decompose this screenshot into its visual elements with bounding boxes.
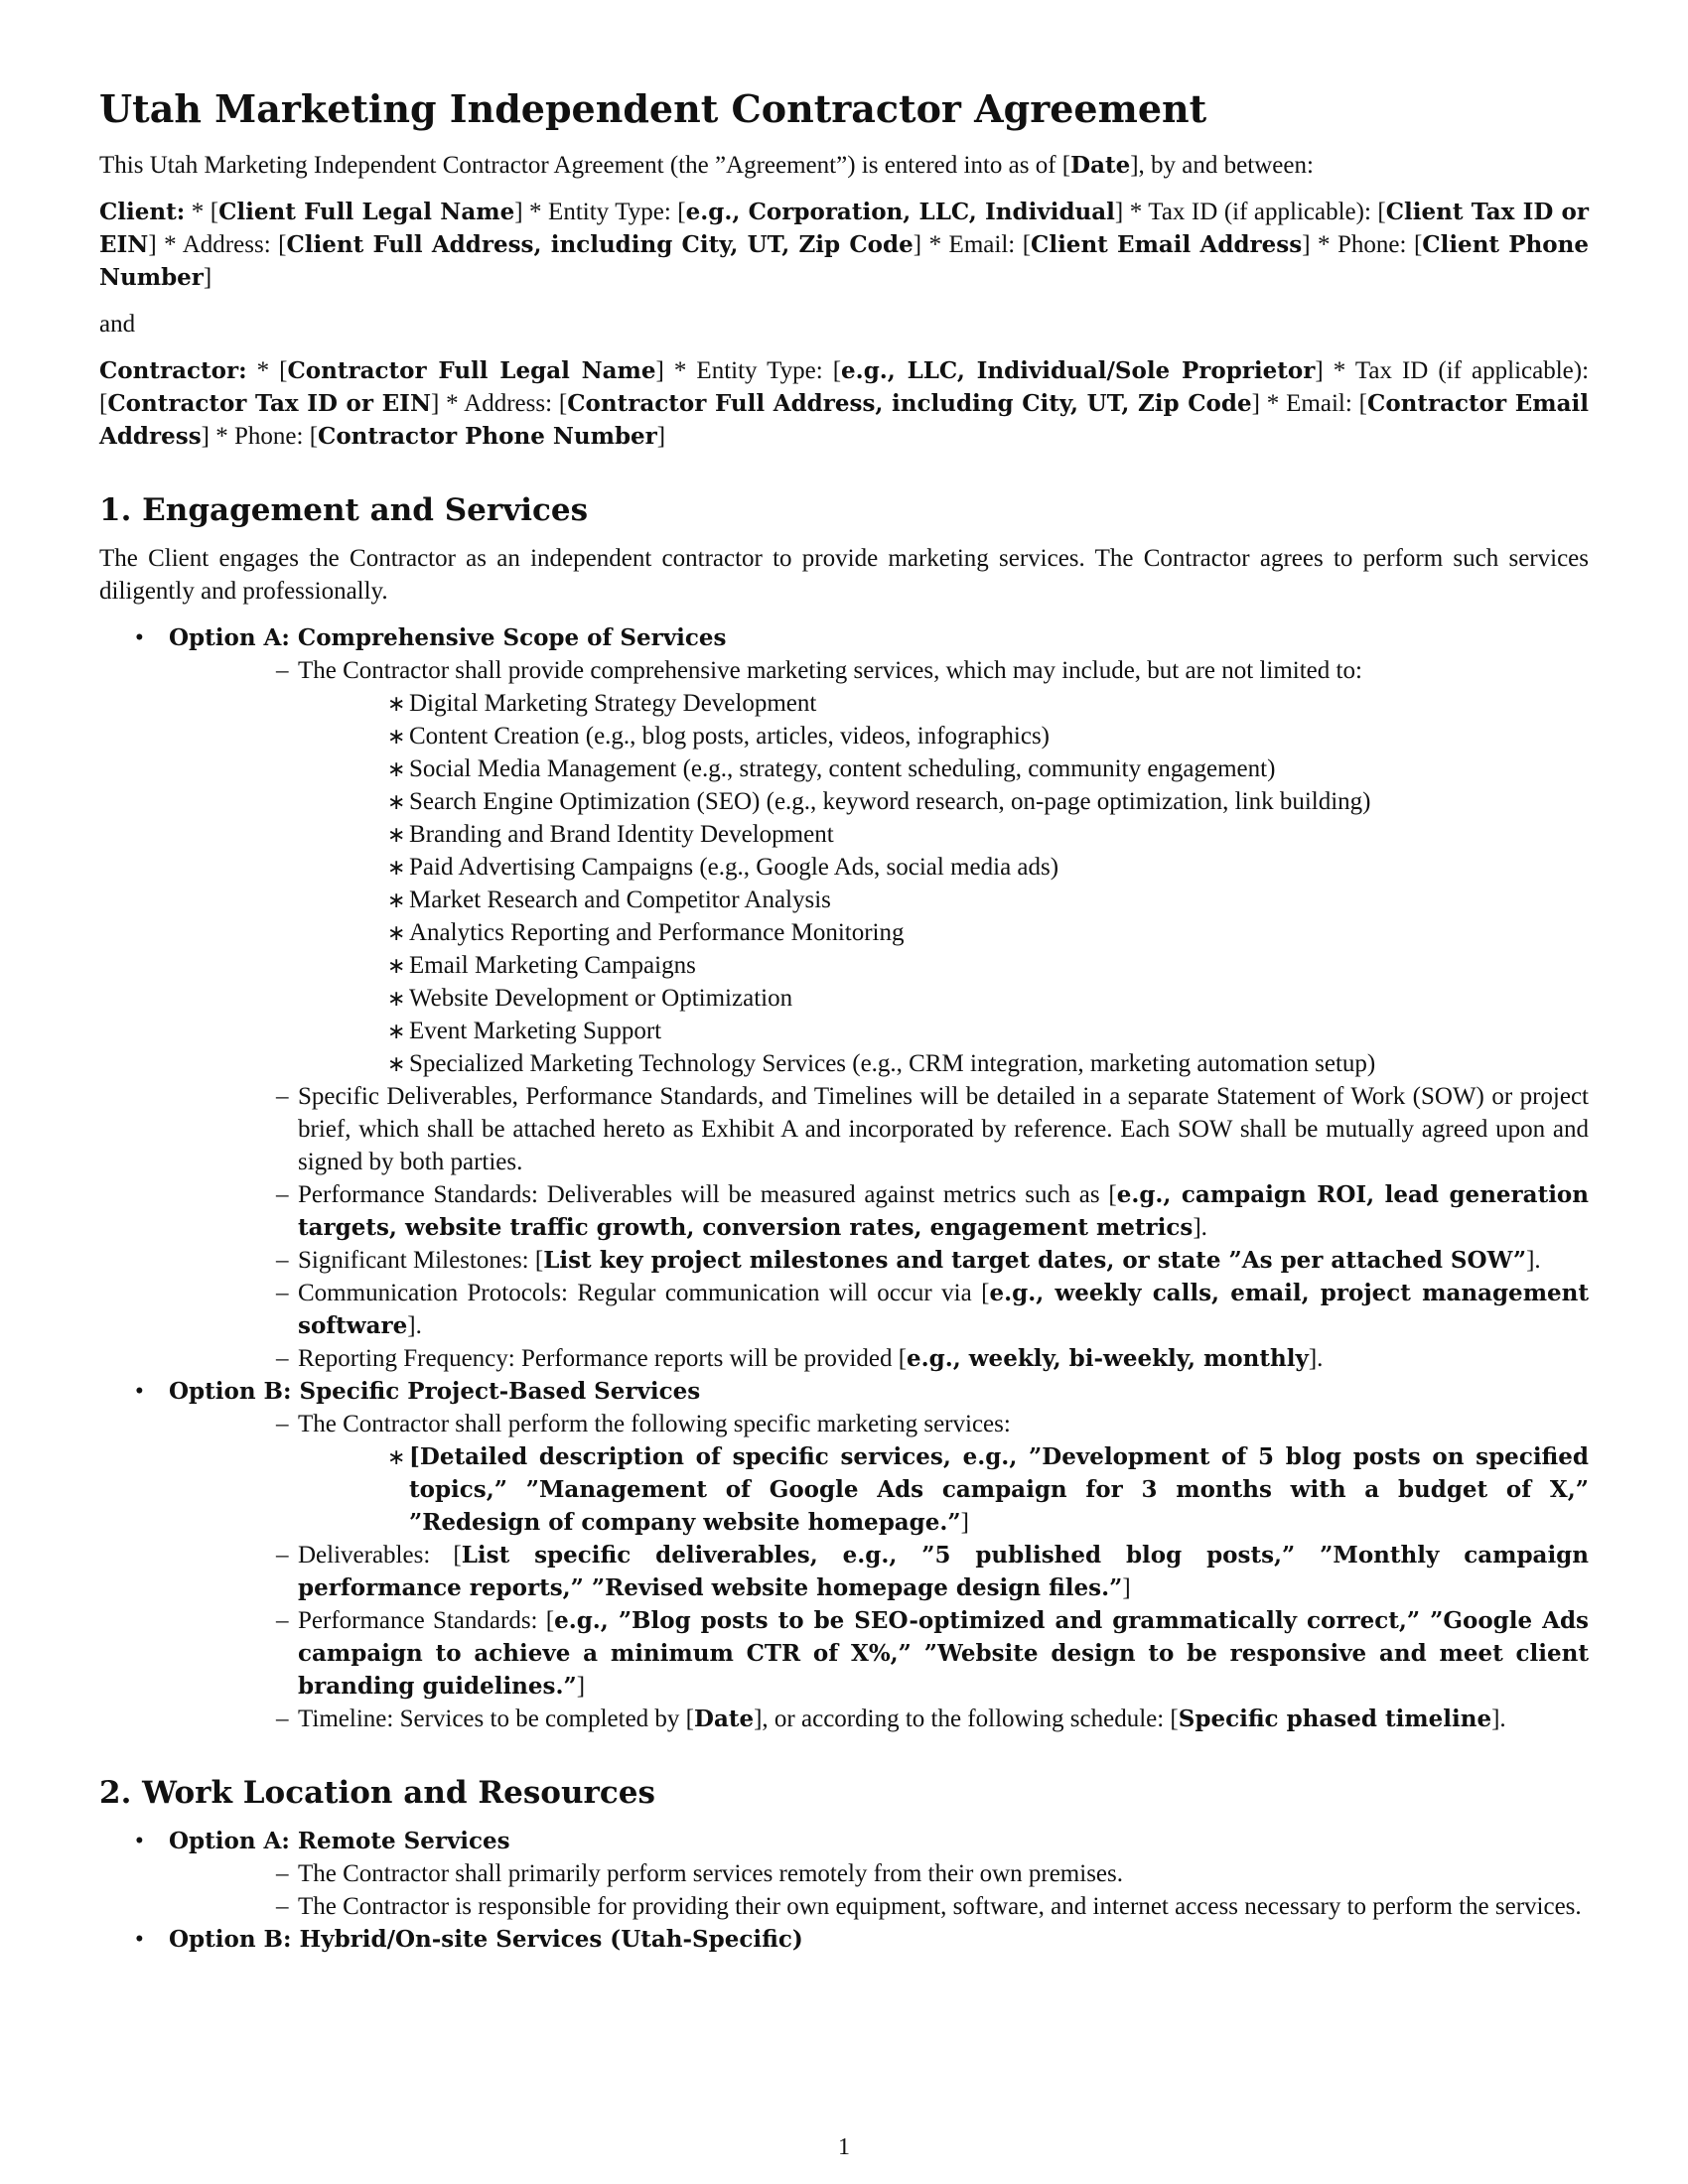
dash-icon: – (276, 1181, 289, 1208)
asterisk-icon: ∗ (387, 724, 406, 749)
asterisk-icon: ∗ (387, 1019, 406, 1043)
placeholder-text: Specific phased timeline (1178, 1706, 1492, 1732)
contractor-label: Contractor: (99, 357, 247, 384)
bullet-icon: • (135, 1828, 144, 1854)
asterisk-icon: ∗ (387, 953, 406, 978)
option-a-label: Option A: Comprehensive Scope of Services (169, 624, 727, 651)
client-tax-placeholder: Client Tax ID or EIN (99, 199, 1590, 258)
placeholder-text: e.g., weekly calls, email, project management software (298, 1280, 1590, 1339)
service-item: ∗ Analytics Reporting and Performance Monitoring (357, 916, 1589, 949)
timeline-item: – Timeline: Services to be completed by [Date], or according to the following schedule: [Specific phased timeline]. (238, 1703, 1589, 1735)
service-item: ∗ Website Development or Optimization (357, 982, 1589, 1015)
service-item: ∗ Branding and Brand Identity Development (357, 818, 1589, 851)
placeholder-text: Date (694, 1706, 755, 1732)
intro-paragraph: This Utah Marketing Independent Contractor Agreement (the ”Agreement”) is entered into as of [Date], by and between: (99, 152, 1314, 179)
asterisk-icon: ∗ (387, 822, 406, 847)
asterisk-icon: ∗ (387, 920, 406, 945)
option-b-label: Option B: Hybrid/On-site Services (Utah-Specific) (169, 1926, 803, 1953)
dash-icon: – (276, 1280, 289, 1306)
contractor-details: Contractor: * [Contractor Full Legal Name] * Entity Type: [e.g., LLC, Individual/Sole Proprietor] * Tax ID (if applicable): [Contractor Tax ID or EIN] * Address: [Contractor Full Address, including City, UT, Zip Code] * Email: [Contractor Email Address] * Phone: [Contractor Phone Number] (99, 357, 1590, 450)
section-2-options (99, 1825, 1589, 1956)
section-1-intro: The Client engages the Contractor as an independent contractor to provide marketing services. The Contractor agrees to perform such services diligently and professionally. (99, 545, 1589, 605)
option-b-item (99, 1923, 1589, 1956)
section-2-heading: 2. Work Location and Resources (99, 1775, 655, 1811)
asterisk-icon: ∗ (387, 986, 406, 1011)
client-details: Client: * [Client Full Legal Name] * Entity Type: [e.g., Corporation, LLC, Individual] * Tax ID (if applicable): [Client Tax ID or EIN] * Address: [Client Full Address, including City, UT, Zip Code] * Email: [Client Email Address] * Phone: [Client Phone Number] (99, 199, 1590, 291)
placeholder-text: e.g., campaign ROI, lead generation targets, website traffic growth, conversion rates, engagement metrics (298, 1181, 1589, 1241)
list-item: – The Contractor shall perform the following specific marketing services: ∗ [Detailed description of specific services, e.g., ”Development of 5 blog posts on specified topics,” ”Management of Google Ads campaign for 3 months with a budget of X,” ”Redesign of company website homepage.”] (238, 1408, 1589, 1539)
option-a-item (99, 1825, 1589, 1923)
dash-icon: – (276, 657, 289, 684)
client-name-placeholder: Client Full Legal Name (218, 199, 515, 225)
client-phone-placeholder: Client Phone Number (99, 231, 1590, 291)
service-item: ∗ Social Media Management (e.g., strategy, content scheduling, community engagement) (357, 752, 1589, 785)
client-label: Client: (99, 199, 186, 225)
placeholder-text: List key project milestones and target dates, or state ”As per attached SOW” (543, 1247, 1527, 1274)
option-b-item (99, 1375, 1589, 1735)
asterisk-icon: ∗ (387, 789, 406, 814)
service-item: ∗ Paid Advertising Campaigns (e.g., Google Ads, social media ads) (357, 851, 1589, 884)
date-placeholder: Date (1070, 152, 1131, 179)
milestones-item: – Significant Milestones: [List key project milestones and target dates, or state ”As per attached SOW”]. (238, 1244, 1589, 1277)
contractor-phone-placeholder: Contractor Phone Number (318, 423, 657, 450)
communication-item: – Communication Protocols: Regular communication will occur via [e.g., weekly calls, email, project management software]. (238, 1277, 1589, 1342)
dash-icon: – (276, 1860, 289, 1887)
asterisk-icon: ∗ (387, 855, 406, 880)
services-list (298, 687, 1589, 1080)
performance-standards-item: – Performance Standards: [e.g., ”Blog posts to be SEO-optimized and grammatically correct,” ”Google Ads campaign to achieve a minimum CTR of X%,” ”Website design to be responsive and meet client branding guidelines.”] (238, 1604, 1589, 1703)
option-b-label: Option B: Specific Project-Based Services (169, 1378, 701, 1405)
contractor-email-placeholder: Contractor Email Address (99, 390, 1589, 450)
contractor-name-placeholder: Contractor Full Legal Name (287, 357, 656, 384)
service-item: ∗ Market Research and Competitor Analysis (357, 884, 1589, 916)
list-item: – The Contractor shall primarily perform services remotely from their own premises. (238, 1857, 1589, 1890)
bullet-icon: • (135, 624, 144, 651)
page-number: 1 (838, 2134, 850, 2160)
placeholder-text: List specific deliverables, e.g., ”5 published blog posts,” ”Monthly campaign performance reports,” ”Revised website homepage design files.” (298, 1542, 1589, 1601)
service-item: ∗ Specialized Marketing Technology Services (e.g., CRM integration, marketing automation setup) (357, 1047, 1589, 1080)
asterisk-icon: ∗ (387, 691, 406, 716)
dash-icon: – (276, 1345, 289, 1372)
bullet-icon: • (135, 1378, 144, 1405)
asterisk-icon: ∗ (387, 1444, 406, 1469)
list-item: – The Contractor shall provide comprehensive marketing services, which may include, but are not limited to: ∗ Digital Marketing Strategy Development ∗ Content Creation (e.g., blog posts, articles, videos, infographics) ∗ Social Media Management (e.g., strategy, content scheduling, community engagement) ∗ Search Engine Optimization (SEO) (e.g., keyword research, on-page optimization, link building) ∗ Branding and Brand Identity Development ∗ Paid Advertising Campaigns (e.g., Google Ads, social media ads) ∗ Market Research and Competitor Analysis ∗ Analytics Reporting and Performance Monitoring ∗ Email Marketing Campaigns ∗ Website Development or Optimization ∗ Event Marketing Support ∗ Specialized Marketing Technology Services (e.g., CRM integration, marketing automation setup) (238, 654, 1589, 1080)
option-a-label: Option A: Remote Services (169, 1828, 510, 1854)
bullet-icon: • (135, 1926, 144, 1953)
service-item: ∗ Search Engine Optimization (SEO) (e.g., keyword research, on-page optimization, link building) (357, 785, 1589, 818)
service-description-item: ∗ [Detailed description of specific services, e.g., ”Development of 5 blog posts on specified topics,” ”Management of Google Ads campaign for 3 months with a budget of X,” ”Redesign of company website homepage.”] (357, 1440, 1589, 1539)
dash-icon: – (276, 1607, 289, 1634)
list-item: – The Contractor is responsible for providing their own equipment, software, and internet access necessary to perform the services. (238, 1890, 1589, 1923)
dash-icon: – (276, 1893, 289, 1920)
asterisk-icon: ∗ (387, 1051, 406, 1076)
contractor-tax-placeholder: Contractor Tax ID or EIN (107, 390, 431, 417)
service-item: ∗ Event Marketing Support (357, 1015, 1589, 1047)
deliverables-item: – Deliverables: [List specific deliverables, e.g., ”5 published blog posts,” ”Monthly campaign performance reports,” ”Revised website homepage design files.”] (238, 1539, 1589, 1604)
placeholder-text: e.g., weekly, bi-weekly, monthly (907, 1345, 1309, 1372)
performance-standards-item: – Performance Standards: Deliverables will be measured against metrics such as [e.g., campaign ROI, lead generation targets, website traffic growth, conversion rates, engagement metrics]. (238, 1178, 1589, 1244)
document-title: Utah Marketing Independent Contractor Agreement (99, 86, 1207, 131)
dash-icon: – (276, 1411, 289, 1437)
service-item: ∗ Email Marketing Campaigns (357, 949, 1589, 982)
document-body (99, 85, 1589, 1956)
placeholder-text: Detailed description of specific services, e.g., ”Development of 5 blog posts on specified topics,” ”Management of Google Ads campaign for 3 months with a budget of X,” ”Redesign of company website homepage.” (409, 1443, 1589, 1536)
placeholder-text: e.g., ”Blog posts to be SEO-optimized and grammatically correct,” ”Google Ads campaign to achieve a minimum CTR of X%,” ”Website design to be responsive and meet client branding guidelines.” (298, 1607, 1589, 1700)
reporting-item: – Reporting Frequency: Performance reports will be provided [e.g., weekly, bi-weekly, monthly]. (238, 1342, 1589, 1375)
section-1-options (99, 621, 1589, 1735)
sow-item: – Specific Deliverables, Performance Standards, and Timelines will be detailed in a separate Statement of Work (SOW) or project brief, which shall be attached hereto as Exhibit A and incorporated by reference. Each SOW shall be mutually agreed upon and signed by both parties. (238, 1080, 1589, 1178)
and-text: and (99, 311, 136, 338)
client-email-placeholder: Client Email Address (1031, 231, 1303, 258)
option-a-item (99, 621, 1589, 1375)
service-item: ∗ Digital Marketing Strategy Development (357, 687, 1589, 720)
asterisk-icon: ∗ (387, 756, 406, 781)
section-1-heading: 1. Engagement and Services (99, 492, 589, 528)
dash-icon: – (276, 1247, 289, 1274)
service-item: ∗ Content Creation (e.g., blog posts, articles, videos, infographics) (357, 720, 1589, 752)
asterisk-icon: ∗ (387, 887, 406, 912)
dash-icon: – (276, 1083, 289, 1110)
client-entity-placeholder: e.g., Corporation, LLC, Individual (685, 199, 1115, 225)
dash-icon: – (276, 1706, 289, 1732)
client-address-placeholder: Client Full Address, including City, UT, Zip Code (286, 231, 914, 258)
contractor-address-placeholder: Contractor Full Address, including City, UT, Zip Code (567, 390, 1252, 417)
dash-icon: – (276, 1542, 289, 1569)
contractor-entity-placeholder: e.g., LLC, Individual/Sole Proprietor (841, 357, 1316, 384)
